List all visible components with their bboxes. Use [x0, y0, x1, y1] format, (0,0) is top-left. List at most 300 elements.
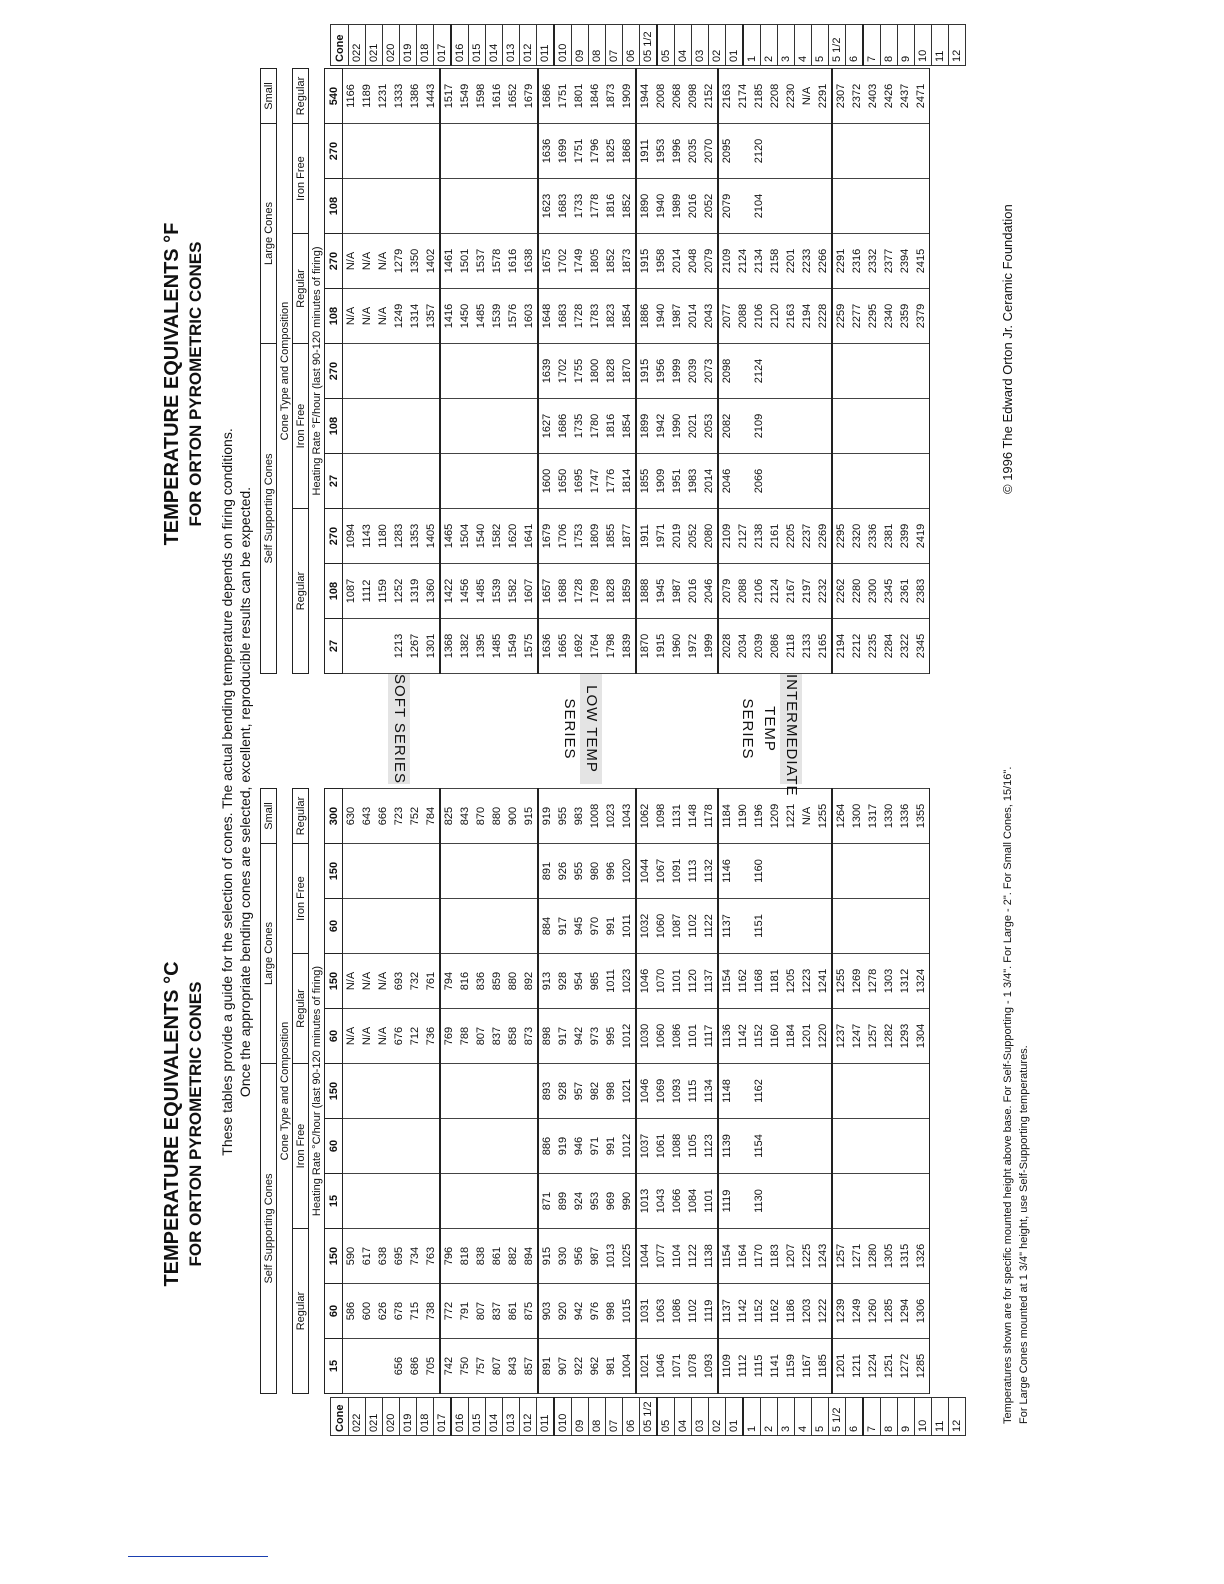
cone-number: 06	[623, 25, 640, 66]
table-cell	[343, 454, 360, 509]
table-cell: 1285	[881, 1284, 897, 1339]
table-row	[669, 69, 685, 674]
table-row	[538, 69, 555, 674]
table-cell: 2174	[735, 69, 751, 124]
table-cell: 1450	[457, 289, 473, 344]
table-cell: 980	[587, 844, 603, 899]
table-cell: 2080	[701, 509, 718, 564]
table-cell: 1293	[897, 1009, 913, 1064]
table-cell: 2295	[865, 289, 881, 344]
cone-number: 1	[743, 1398, 761, 1436]
table-cell: 2079	[718, 179, 735, 234]
table-cell: 666	[375, 789, 391, 844]
table-cell	[799, 179, 815, 234]
table-cell	[440, 454, 457, 509]
table-cell: 2291	[832, 234, 849, 289]
table-cell: 2052	[685, 509, 701, 564]
table-cell: 1778	[587, 179, 603, 234]
table-cell: 1620	[505, 509, 521, 564]
table-cell	[799, 344, 815, 399]
fahrenheit-rate-col-9: 270	[325, 124, 343, 179]
table-cell	[375, 1064, 391, 1119]
table-cell: 791	[457, 1284, 473, 1339]
table-row	[636, 789, 653, 1394]
table-cell: 807	[489, 1339, 505, 1394]
table-cell: 1306	[913, 1284, 930, 1339]
table-cell: 882	[505, 1229, 521, 1284]
table-row	[407, 789, 423, 1394]
table-cell: 919	[538, 789, 555, 844]
table-cell	[832, 1064, 849, 1119]
table-cell	[881, 124, 897, 179]
table-row	[343, 789, 360, 1394]
table-cell: 858	[505, 1009, 521, 1064]
table-cell: 1231	[375, 69, 391, 124]
table-cell: 892	[521, 954, 538, 1009]
table-cell: 752	[407, 789, 423, 844]
cone-number: 10	[915, 25, 932, 66]
table-cell	[375, 899, 391, 954]
table-cell: 903	[538, 1284, 555, 1339]
cone-number: 6	[846, 25, 864, 66]
table-cell	[815, 844, 832, 899]
table-cell: 1132	[701, 844, 718, 899]
table-cell	[849, 124, 865, 179]
table-cell	[489, 344, 505, 399]
table-row	[685, 69, 701, 674]
table-cell: 2269	[815, 509, 832, 564]
table-cell	[735, 899, 751, 954]
table-cell: 1063	[653, 1284, 669, 1339]
table-cell	[457, 454, 473, 509]
table-cell: 2106	[751, 289, 767, 344]
table-cell: 1070	[653, 954, 669, 1009]
table-cell: 899	[555, 1174, 571, 1229]
table-cell: 1257	[865, 1009, 881, 1064]
table-cell: 1209	[767, 789, 783, 844]
fahrenheit-rate-col-8: 108	[325, 179, 343, 234]
table-cell: 715	[407, 1284, 423, 1339]
table-cell: 2152	[701, 69, 718, 124]
table-cell	[735, 844, 751, 899]
table-row	[701, 69, 718, 674]
table-cell: 1094	[343, 509, 360, 564]
table-cell: 1167	[799, 1339, 815, 1394]
table-cell: 1168	[751, 954, 767, 1009]
table-cell: 2043	[701, 289, 718, 344]
table-cell: 1805	[587, 234, 603, 289]
table-cell	[783, 1174, 799, 1229]
table-cell: 1060	[653, 899, 669, 954]
table-cell: 1013	[636, 1174, 653, 1229]
table-cell	[473, 844, 489, 899]
table-cell	[913, 1174, 930, 1229]
table-cell	[375, 619, 391, 674]
cone-number: 04	[675, 25, 692, 66]
table-cell: 2048	[685, 234, 701, 289]
table-cell: 971	[587, 1119, 603, 1174]
cone-number: 02	[709, 25, 726, 66]
table-cell: 1650	[555, 454, 571, 509]
table-cell: 1043	[653, 1174, 669, 1229]
table-cell: 985	[587, 954, 603, 1009]
cone-number: 1	[743, 25, 761, 66]
table-cell: 2316	[849, 234, 865, 289]
table-cell: 1627	[538, 399, 555, 454]
table-cell: 1136	[718, 1009, 735, 1064]
table-cell: 1044	[636, 844, 653, 899]
table-row	[783, 69, 799, 674]
table-cell: 1958	[653, 234, 669, 289]
cone-number: 5 1/2	[829, 1398, 846, 1436]
table-cell: 1162	[751, 1064, 767, 1119]
table-cell: 1066	[669, 1174, 685, 1229]
celsius-header-row-2	[292, 788, 324, 1394]
table-cell: 1143	[359, 509, 375, 564]
table-cell: 1257	[832, 1229, 849, 1284]
table-cell: 1357	[423, 289, 440, 344]
table-cell: 2415	[913, 234, 930, 289]
table-cell: 1146	[718, 844, 735, 899]
table-row	[423, 69, 440, 674]
cone-number: 12	[949, 1398, 966, 1436]
table-cell: 1999	[669, 344, 685, 399]
cone-number: 09	[572, 25, 589, 66]
table-cell	[343, 1339, 360, 1394]
table-cell: 1091	[669, 844, 685, 899]
table-cell: N/A	[359, 289, 375, 344]
table-cell: 894	[521, 1229, 538, 1284]
table-cell: 1280	[865, 1229, 881, 1284]
table-cell	[423, 1064, 440, 1119]
table-cell: 1395	[473, 619, 489, 674]
table-cell: 2332	[865, 234, 881, 289]
table-cell	[897, 844, 913, 899]
table-cell: 1485	[473, 289, 489, 344]
fahrenheit-ss-regular-header: Regular	[293, 509, 309, 674]
celsius-rate-col-3: 15	[325, 1174, 343, 1229]
table-cell: 1021	[636, 1339, 653, 1394]
table-cell: 1061	[653, 1119, 669, 1174]
table-cell	[897, 899, 913, 954]
cone-number: 014	[486, 25, 503, 66]
table-cell: 1154	[718, 1229, 735, 1284]
table-cell	[391, 399, 407, 454]
table-cell	[735, 179, 751, 234]
table-row	[881, 789, 897, 1394]
table-cell: 893	[538, 1064, 555, 1119]
table-cell: 2034	[735, 619, 751, 674]
fahrenheit-cone-header: Cone	[331, 25, 349, 66]
table-row	[343, 69, 360, 674]
table-cell: 1264	[832, 789, 849, 844]
table-cell: 1859	[619, 564, 636, 619]
table-cell: 1184	[783, 1009, 799, 1064]
table-cell	[343, 619, 360, 674]
table-cell: 1224	[865, 1339, 881, 1394]
table-cell: 1461	[440, 234, 457, 289]
table-cell: 920	[555, 1284, 571, 1339]
table-cell: 1890	[636, 179, 653, 234]
table-cell	[407, 899, 423, 954]
table-row	[735, 69, 751, 674]
table-cell: 1221	[783, 789, 799, 844]
table-cell: 1190	[735, 789, 751, 844]
table-cell: 954	[571, 954, 587, 1009]
table-cell: 1015	[619, 1284, 636, 1339]
table-cell	[913, 1064, 930, 1119]
table-cell	[489, 844, 505, 899]
table-cell: 1249	[391, 289, 407, 344]
table-cell: 736	[423, 1009, 440, 1064]
table-cell: 1683	[555, 179, 571, 234]
table-row	[521, 789, 538, 1394]
table-row	[619, 69, 636, 674]
table-cell: 2232	[815, 564, 832, 619]
table-cell	[359, 844, 375, 899]
table-cell	[423, 179, 440, 234]
table-cell: 1160	[751, 844, 767, 899]
table-cell: 1314	[407, 289, 423, 344]
table-cell: 2426	[881, 69, 897, 124]
table-cell	[359, 619, 375, 674]
table-cell: 1282	[881, 1009, 897, 1064]
table-cell: 1166	[343, 69, 360, 124]
table-cell: 957	[571, 1064, 587, 1119]
table-cell	[897, 1174, 913, 1229]
table-cell	[767, 399, 783, 454]
table-cell	[423, 1174, 440, 1229]
table-cell	[881, 344, 897, 399]
table-cell: 982	[587, 1064, 603, 1119]
table-cell	[881, 454, 897, 509]
table-cell: 2109	[718, 234, 735, 289]
table-cell: 1098	[653, 789, 669, 844]
table-row	[897, 789, 913, 1394]
table-cell: 915	[538, 1229, 555, 1284]
table-cell: 1485	[473, 564, 489, 619]
table-cell: 2194	[799, 289, 815, 344]
table-cell: 1113	[685, 844, 701, 899]
table-cell: 1944	[636, 69, 653, 124]
table-cell	[423, 124, 440, 179]
table-cell: 2208	[767, 69, 783, 124]
table-cell: 995	[603, 1009, 619, 1064]
table-cell	[799, 124, 815, 179]
copyright: © 1996 The Edward Orton Jr. Ceramic Foundation	[1000, 204, 1015, 494]
table-cell	[457, 344, 473, 399]
table-cell	[359, 1174, 375, 1229]
table-cell: 1443	[423, 69, 440, 124]
table-cell: 1030	[636, 1009, 653, 1064]
table-cell: 2028	[718, 619, 735, 674]
table-cell: 2124	[767, 564, 783, 619]
table-row	[636, 69, 653, 674]
table-cell: 1692	[571, 619, 587, 674]
table-cell: 1120	[685, 954, 701, 1009]
table-row	[815, 789, 832, 1394]
table-cell: 1657	[538, 564, 555, 619]
celsius-lg-ironfree-header: Iron Free	[293, 844, 309, 954]
table-cell	[913, 399, 930, 454]
table-cell: 1735	[571, 399, 587, 454]
table-cell: 1911	[636, 509, 653, 564]
table-cell	[473, 899, 489, 954]
fahrenheit-large-cones-header: Large Cones	[261, 124, 277, 344]
table-cell: 1201	[799, 1009, 815, 1064]
table-row	[832, 789, 849, 1394]
table-cell	[489, 1174, 505, 1229]
table-cell	[881, 844, 897, 899]
table-cell: 1184	[718, 789, 735, 844]
table-cell: 1582	[505, 564, 521, 619]
table-cell: 1828	[603, 344, 619, 399]
table-cell: 1119	[718, 1174, 735, 1229]
table-cell: 1023	[619, 954, 636, 1009]
fahrenheit-small-header: Small	[261, 69, 277, 124]
cone-number: 017	[434, 25, 452, 66]
table-cell: 1402	[423, 234, 440, 289]
celsius-self-supporting-header: Self Supporting Cones	[261, 1064, 277, 1394]
table-cell: 998	[603, 1284, 619, 1339]
table-cell: 2109	[751, 399, 767, 454]
table-cell: 2079	[701, 234, 718, 289]
table-cell: 1069	[653, 1064, 669, 1119]
table-cell: 1989	[669, 179, 685, 234]
cone-number: 012	[520, 1398, 537, 1436]
table-cell: 676	[391, 1009, 407, 1064]
table-row	[849, 789, 865, 1394]
table-cell: 1539	[489, 289, 505, 344]
table-cell	[865, 1119, 881, 1174]
table-cell: 2138	[751, 509, 767, 564]
celsius-heating-rate-header: Heating Rate °C/hour (last 90-120 minutes of firing)	[310, 965, 323, 1217]
table-cell: 2233	[799, 234, 815, 289]
table-cell: 928	[555, 954, 571, 1009]
table-cell: 1960	[669, 619, 685, 674]
cone-number: 8	[881, 25, 898, 66]
table-cell: 2266	[815, 234, 832, 289]
table-cell	[913, 124, 930, 179]
table-cell	[505, 1064, 521, 1119]
table-cell	[783, 124, 799, 179]
table-cell	[489, 454, 505, 509]
table-cell	[375, 1174, 391, 1229]
table-cell: 2437	[897, 69, 913, 124]
table-row	[669, 789, 685, 1394]
table-cell	[849, 179, 865, 234]
table-cell: 928	[555, 1064, 571, 1119]
table-cell: 1013	[603, 1229, 619, 1284]
table-cell: 873	[521, 1009, 538, 1064]
table-row	[718, 69, 735, 674]
table-cell	[849, 399, 865, 454]
cone-number: 012	[520, 25, 537, 66]
cone-number: 09	[572, 1398, 589, 1436]
table-cell: 1294	[897, 1284, 913, 1339]
table-cell	[343, 844, 360, 899]
table-cell: 1060	[653, 1009, 669, 1064]
table-cell: 1046	[636, 954, 653, 1009]
table-row	[815, 69, 832, 674]
table-cell	[457, 844, 473, 899]
table-cell: 1152	[751, 1284, 767, 1339]
fahrenheit-heating-rate-header: Heating Rate °F/hour (last 90-120 minutes of firing)	[310, 246, 323, 496]
table-cell	[505, 1119, 521, 1174]
table-row	[423, 789, 440, 1394]
table-row	[865, 789, 881, 1394]
table-cell: 2098	[718, 344, 735, 399]
table-cell	[913, 344, 930, 399]
table-cell	[783, 899, 799, 954]
table-cell: 1142	[735, 1009, 751, 1064]
fahrenheit-cone-column	[330, 24, 966, 66]
table-cell	[359, 124, 375, 179]
cone-number: 019	[400, 25, 417, 66]
table-cell: 2019	[669, 509, 685, 564]
table-cell: 861	[505, 1284, 521, 1339]
table-cell: 1134	[701, 1064, 718, 1119]
table-cell: 1139	[718, 1119, 735, 1174]
table-cell: 2345	[913, 619, 930, 674]
table-cell: 769	[440, 1009, 457, 1064]
celsius-rate-col-7: 150	[325, 954, 343, 1009]
table-cell: 2008	[653, 69, 669, 124]
table-cell: 1877	[619, 509, 636, 564]
table-cell: 1600	[538, 454, 555, 509]
table-cell: 859	[489, 954, 505, 1009]
table-cell: 1084	[685, 1174, 701, 1229]
table-cell	[815, 399, 832, 454]
table-cell	[865, 1064, 881, 1119]
table-row	[832, 69, 849, 674]
table-cell: 1071	[669, 1339, 685, 1394]
table-cell	[767, 1064, 783, 1119]
table-cell	[832, 454, 849, 509]
table-cell: 1539	[489, 564, 505, 619]
table-cell: 1101	[701, 1174, 718, 1229]
table-cell: 1102	[685, 899, 701, 954]
table-cell: 1816	[603, 179, 619, 234]
table-cell: 955	[555, 789, 571, 844]
table-cell: 1283	[391, 509, 407, 564]
table-cell: 1686	[538, 69, 555, 124]
table-row	[913, 69, 930, 674]
table-cell: 1755	[571, 344, 587, 399]
table-cell: 1607	[521, 564, 538, 619]
table-cell: 784	[423, 789, 440, 844]
fahrenheit-lg-ironfree-header: Iron Free	[293, 124, 309, 234]
table-cell: 983	[571, 789, 587, 844]
table-cell: 1196	[751, 789, 767, 844]
table-cell: 1203	[799, 1284, 815, 1339]
table-cell	[359, 179, 375, 234]
table-row	[391, 789, 407, 1394]
celsius-table-block	[260, 789, 930, 1394]
table-cell: 1776	[603, 454, 619, 509]
table-cell: 969	[603, 1174, 619, 1229]
table-cell: 1252	[391, 564, 407, 619]
table-row	[718, 789, 735, 1394]
table-cell	[391, 124, 407, 179]
table-cell	[489, 124, 505, 179]
table-cell: 1501	[457, 234, 473, 289]
table-cell: 1119	[701, 1284, 718, 1339]
cone-number: 11	[932, 1398, 949, 1436]
table-cell: 1012	[619, 1119, 636, 1174]
table-cell: 2120	[751, 124, 767, 179]
table-cell	[359, 344, 375, 399]
